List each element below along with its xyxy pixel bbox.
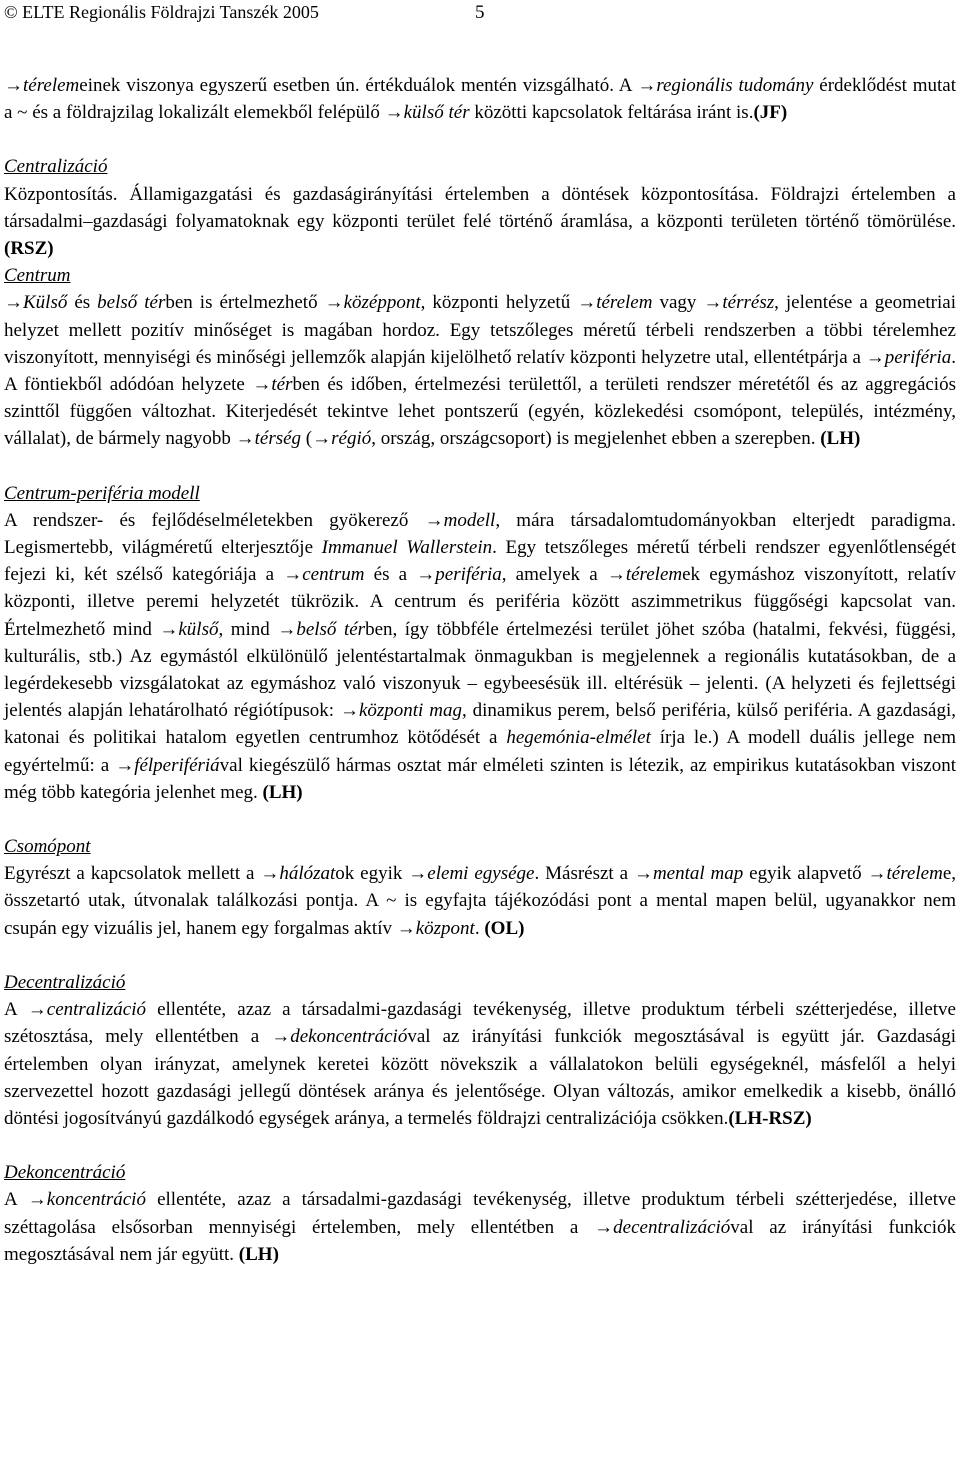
- text-run: Központosítás. Államigazgatási és gazdaságirányítási értelemben a döntések központosítása. Földrajzi értelemben a társadalmi–gazdasági folyamatoknak egy központi terület felé történő áramlása, a központi területen történő tömörülése.: [4, 183, 956, 232]
- term-reference: térelem: [886, 863, 943, 885]
- cross-reference-arrow-icon: →: [408, 863, 428, 885]
- cross-reference-arrow-icon: →: [252, 374, 272, 396]
- text-run: és: [67, 292, 98, 314]
- text-run: e, összetartó utak, útvonalak találkozási pontja. A ~ is egyfajta tájékozódási pont a mental mapen belül, ugyanakkor nem csupán egy vizuális jel, hanem egy forgalmas aktív: [4, 863, 956, 939]
- cross-reference-arrow-icon: →: [115, 754, 135, 776]
- text-run: val az irányítási funkciók megosztásával nem jár együtt.: [4, 1216, 956, 1265]
- section-heading: [4, 153, 956, 180]
- paragraph: [4, 72, 956, 126]
- text-run: .: [474, 917, 485, 939]
- cross-reference-arrow-icon: →: [633, 863, 653, 885]
- term-reference: félperifériá: [134, 754, 220, 776]
- text-run: , mind: [218, 618, 278, 640]
- term-reference: belső tér: [296, 618, 366, 640]
- term-reference: periféria: [435, 564, 502, 586]
- term-reference: térelem: [596, 292, 653, 314]
- document-body: [4, 72, 956, 1268]
- text-run: és a: [364, 564, 417, 586]
- paragraph: [4, 181, 956, 263]
- cross-reference-arrow-icon: →: [159, 618, 179, 640]
- paragraph: [4, 1186, 956, 1268]
- cross-reference-arrow-icon: →: [384, 102, 404, 124]
- term-reference: dekoncentráció: [290, 1026, 408, 1048]
- text-run: vagy: [652, 292, 704, 314]
- term-reference: térség: [254, 428, 302, 450]
- cross-reference-arrow-icon: →: [27, 1189, 47, 1211]
- term-reference: koncentráció: [46, 1189, 146, 1211]
- cross-reference-arrow-icon: →: [865, 346, 885, 368]
- cross-reference-arrow-icon: →: [867, 863, 887, 885]
- term-reference: tér: [271, 374, 293, 396]
- source-tag: (LH): [238, 1243, 279, 1265]
- cross-reference-arrow-icon: →: [271, 1026, 291, 1048]
- section-heading: [4, 262, 956, 289]
- term-reference: központi mag: [358, 700, 462, 722]
- cross-reference-arrow-icon: →: [594, 1216, 614, 1238]
- page-header: [4, 2, 956, 28]
- cross-reference-arrow-icon: →: [416, 564, 436, 586]
- text-run: Centralizáció: [4, 156, 108, 178]
- paragraph: [4, 289, 956, 452]
- text-run: ellentéte, azaz a társadalmi-gazdasági tevékenység, illetve produktum térbeli szétterjedése, illetve széttagolása elsősorban mennyiségi értelemben, mely ellentétben a: [4, 1189, 956, 1238]
- term-reference: Immanuel Wallerstein: [321, 537, 493, 559]
- cross-reference-arrow-icon: →: [339, 700, 359, 722]
- text-run: . Egy tetszőleges méretű térbeli rendszer egyenlőtlenségét fejezi ki, két szélső kategóriája a: [4, 537, 956, 586]
- cross-reference-arrow-icon: →: [312, 428, 332, 450]
- term-reference: periféria: [884, 346, 952, 368]
- source-tag: (LH): [820, 428, 861, 450]
- text-run: Dekoncentráció: [4, 1162, 126, 1184]
- section-heading: [4, 1159, 956, 1186]
- source-tag: (LH): [262, 781, 303, 803]
- term-reference: centrum: [302, 564, 365, 586]
- term-reference: mental map: [652, 863, 744, 885]
- text-run: ben is értelmezhető: [165, 292, 325, 314]
- text-run: Centrum-periféria modell: [4, 482, 200, 504]
- cross-reference-arrow-icon: →: [424, 509, 444, 531]
- text-run: Decentralizáció: [4, 971, 126, 993]
- cross-reference-arrow-icon: →: [637, 75, 657, 96]
- cross-reference-arrow-icon: →: [396, 917, 416, 939]
- header-copyright: © ELTE Regionális Földrajzi Tanszék 2005: [4, 2, 319, 22]
- page-number: 5: [475, 2, 485, 23]
- text-run: ben és időben, értelmezési területtől, a területi rendszer méretétől és az aggregációs szinttől függően változhat. Kiterjedését tekintve lehet pontszerű (egyén, közlekedési csomópont, település, intézmény, vállalat), de bármely nagyobb: [4, 374, 956, 450]
- text-run: , központi helyzetű: [420, 292, 578, 314]
- paragraph: [4, 860, 956, 942]
- text-run: , dinamikus perem, belső periféria, külső periféria. A gazdasági, katonai és politikai hatalom egyetlen centrumhoz kötődését a: [4, 700, 957, 749]
- paragraph: [4, 996, 956, 1132]
- term-reference: regionális tudomány: [656, 75, 814, 96]
- source-tag: (LH-RSZ): [728, 1107, 812, 1129]
- text-run: einek viszonya egyszerű esetben ún. értékduálok mentén vizsgálható. A: [79, 75, 638, 96]
- cross-reference-arrow-icon: →: [703, 292, 723, 314]
- term-reference: térelem: [23, 75, 80, 96]
- text-run: Csomópont: [4, 836, 91, 858]
- cross-reference-arrow-icon: →: [4, 75, 23, 96]
- source-tag: (OL): [484, 917, 525, 939]
- text-run: . A föntiekből adódóan helyzete: [4, 346, 956, 396]
- term-reference: térrész: [722, 292, 775, 314]
- cross-reference-arrow-icon: →: [4, 292, 23, 314]
- text-run: közötti kapcsolatok feltárása iránt is.: [469, 102, 754, 124]
- paragraph-spacer: [4, 806, 956, 833]
- paragraph: [4, 507, 956, 806]
- section-heading: [4, 480, 956, 507]
- text-run: ok egyik: [335, 863, 409, 885]
- term-reference: középpont: [343, 292, 421, 314]
- term-reference: hálózat: [279, 863, 336, 885]
- text-run: A rendszer- és fejlődéselméletekben gyökerező: [4, 509, 425, 531]
- term-reference: külső: [178, 618, 219, 640]
- term-reference: hegemónia-elmélet: [506, 727, 651, 749]
- cross-reference-arrow-icon: →: [260, 863, 280, 885]
- text-run: írja le.) A modell duális jellege nem egyértelmű: a: [4, 727, 957, 776]
- text-run: A: [4, 999, 28, 1021]
- paragraph-spacer: [4, 453, 956, 480]
- cross-reference-arrow-icon: →: [606, 564, 626, 586]
- text-run: val kiegészülő hármas osztat már elméleti szinten is létezik, az empirikus kutatásokban viszont még több kategória jelenhet meg.: [4, 754, 956, 803]
- term-reference: központ: [415, 917, 475, 939]
- cross-reference-arrow-icon: →: [235, 428, 255, 450]
- term-reference: modell: [443, 509, 496, 531]
- text-run: , mára társadalomtudományokban elterjedt paradigma. Legismertebb, világméretű elterjesztője: [4, 509, 956, 559]
- text-run: érdeklődést mutat a ~ és a földrajzilag lokalizált elemekből felépülő: [4, 75, 956, 124]
- section-heading: [4, 969, 956, 996]
- text-run: , ország, országcsoport) is megjelenhet ebben a szerepben.: [371, 428, 821, 450]
- cross-reference-arrow-icon: →: [324, 292, 344, 314]
- term-reference: centralizáció: [46, 999, 146, 1021]
- source-tag: (JF): [753, 102, 788, 124]
- text-run: ek egymáshoz viszonyított, relatív központi, illetve peremi helyzetét tükrözik. A centrum és periféria között aszimmetrikus függőségi kapcsolat van. Értelmezhető mind: [4, 564, 957, 640]
- text-run: ben, így többféle értelmezési terület jöhet szóba (hatalmi, fekvési, függési, kulturális, stb.) Az egymástól elkülönülő jelentéstartalmak önmagukban is megjelennek a regionális kutatásokban, de a legérdekesebb vizsgálatokat az egymáshoz való viszonyuk – egybeesésük ill. eltérésük – jelenti. (A helyzeti és fejlettségi jelentés alapján lehatárolható régiótípusok:: [4, 618, 957, 722]
- source-tag: (RSZ): [4, 238, 54, 260]
- paragraph-spacer: [4, 126, 956, 153]
- text-run: (: [301, 428, 313, 450]
- text-run: , amelyek a: [501, 564, 607, 586]
- text-run: , jelentése a geometriai helyzet mellett pozitív minőséget is magában hordoz. Egy tetszőleges méretű térbeli rendszerben a többi térelemhez viszonyított, mennyiségi és minőségi jellemzők alapján kijelölhető relatív központi helyzetre utal, ellentétpárja a: [4, 292, 956, 368]
- term-reference: Külső: [23, 292, 68, 314]
- cross-reference-arrow-icon: →: [277, 618, 297, 640]
- term-reference: elemi egysége: [427, 863, 535, 885]
- text-run: . Másrészt a: [534, 863, 634, 885]
- term-reference: külső tér: [403, 102, 470, 124]
- text-run: ellentéte, azaz a társadalmi-gazdasági tevékenység, illetve produktum térbeli szétterjedése, illetve szétosztása, mely ellentétben a: [4, 999, 956, 1048]
- text-run: val az irányítási funkciók megosztásával is együtt jár. Gazdasági értelemben olyan irányzat, amelynek keretei között növekszik a vállalatokon belüli egységeknél, másfelől a helyi szervezettel hozott gazdasági jellegű döntések aránya és jelentősége. Olyan változás, amikor emelkedik a kisebb, önálló döntési jogosítványú gazdálkodó egységek aránya, a termelés földrajzi centralizációja csökken.: [4, 1026, 956, 1129]
- cross-reference-arrow-icon: →: [283, 564, 303, 586]
- text-run: egyik alapvető: [743, 863, 868, 885]
- section-heading: [4, 833, 956, 860]
- term-reference: térelem: [625, 564, 683, 586]
- term-reference: belső tér: [97, 292, 166, 314]
- term-reference: régió: [331, 428, 372, 450]
- text-run: A: [4, 1189, 28, 1211]
- term-reference: decentralizáció: [613, 1216, 731, 1238]
- paragraph-spacer: [4, 942, 956, 969]
- paragraph-spacer: [4, 1132, 956, 1159]
- text-run: Centrum: [4, 265, 71, 287]
- cross-reference-arrow-icon: →: [27, 999, 47, 1021]
- text-run: Egyrészt a kapcsolatok mellett a: [4, 863, 261, 885]
- cross-reference-arrow-icon: →: [577, 292, 597, 314]
